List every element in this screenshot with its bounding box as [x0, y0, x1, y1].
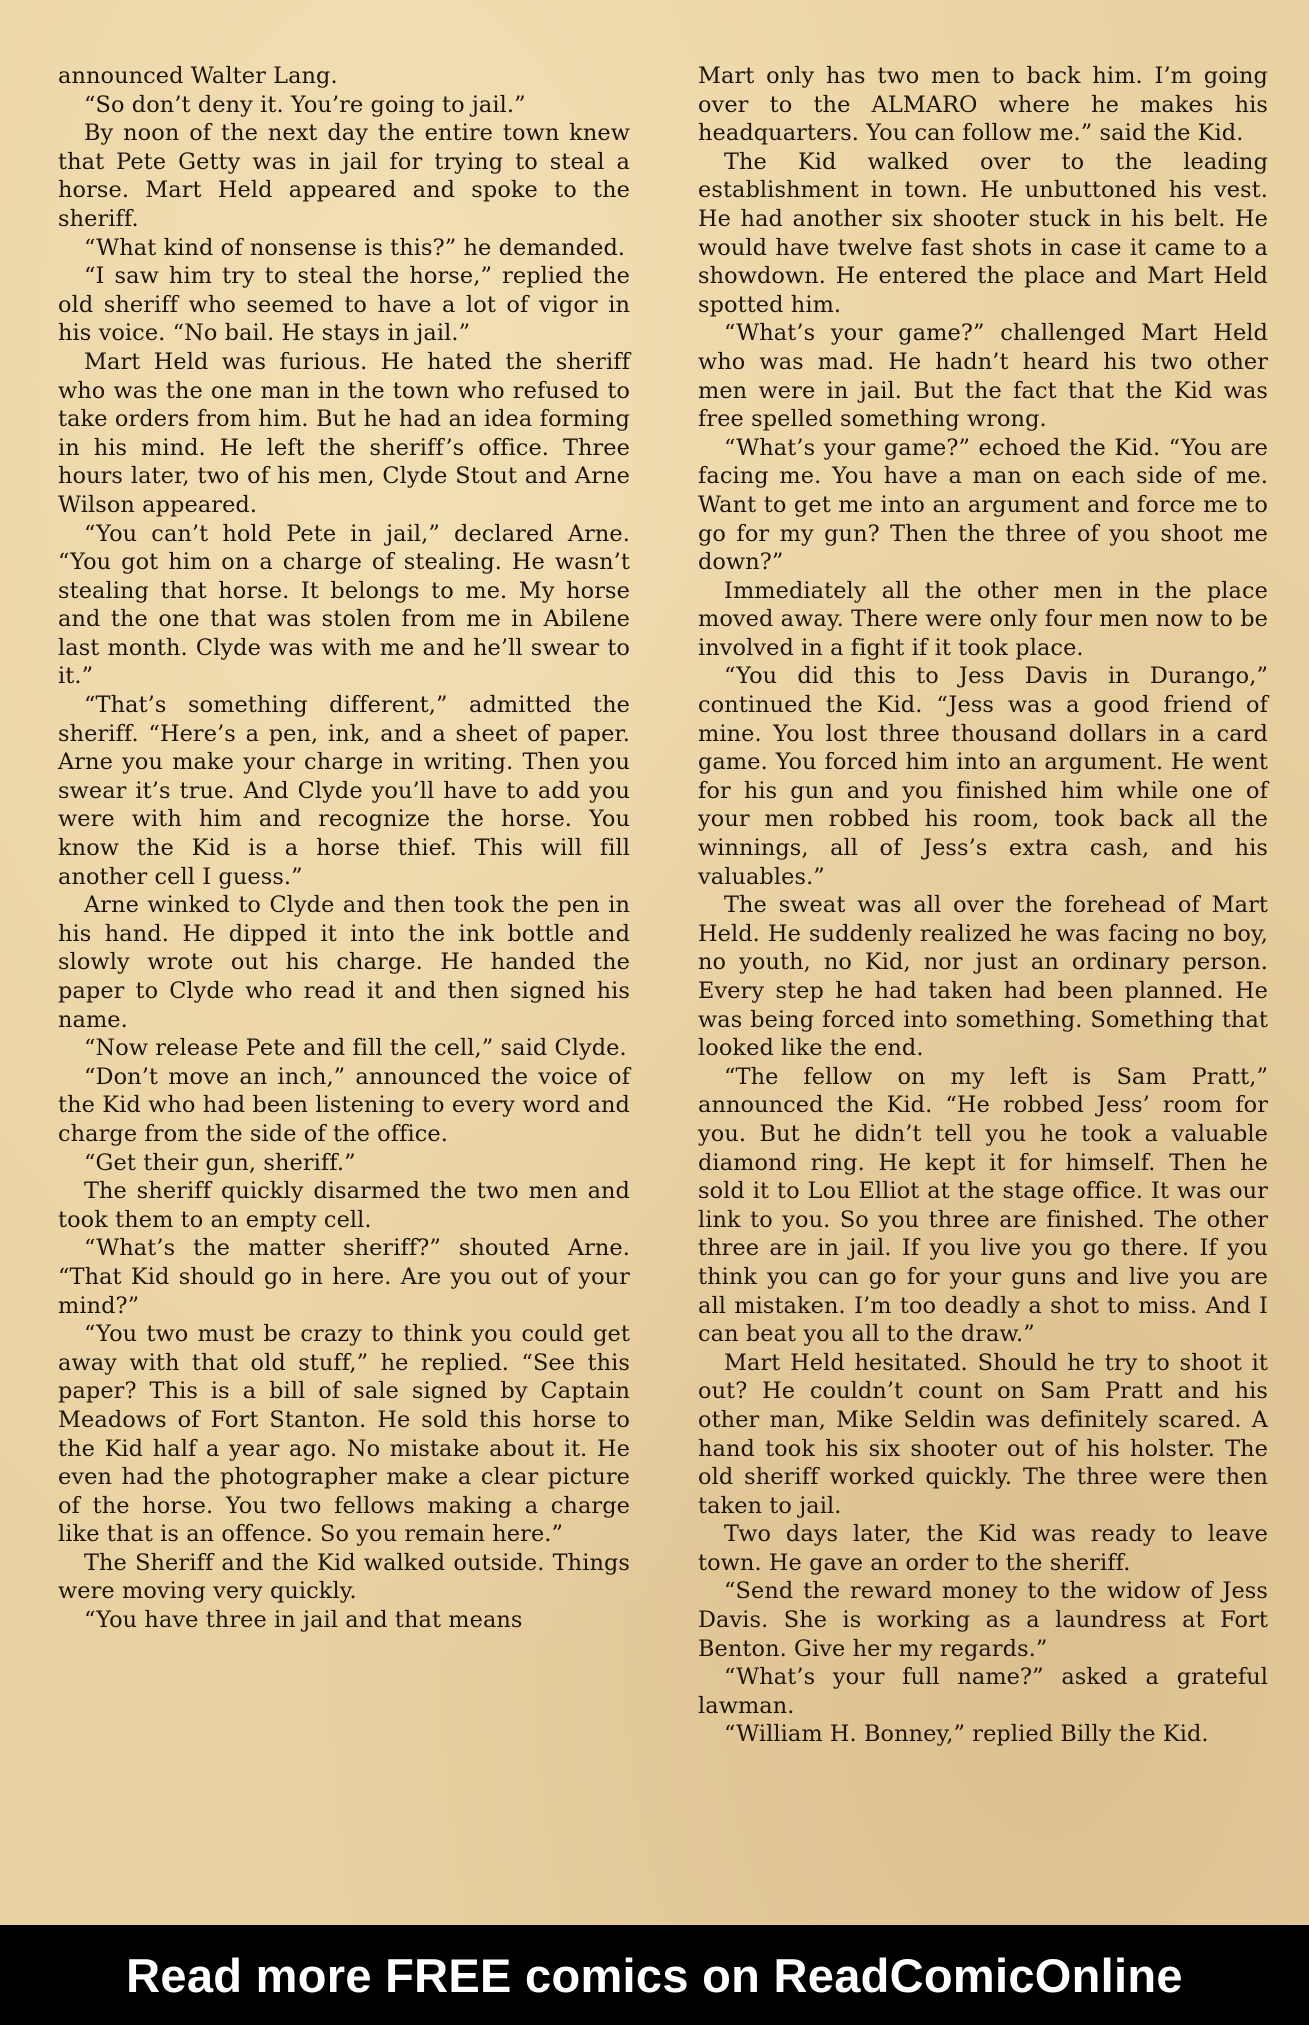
paragraph: “You two must be crazy to think you could get away with that old stuff,” he replied. “See this paper? This is a bill of sale signed by Captain Meadows of Fort Stanton. He sold this horse to the Kid half a year ago. No mistake about it. He even had the photographer make a clear picture of the horse. You two fellows making a charge like that is an offence. So you remain here.” — [58, 1321, 630, 1548]
left-text-column — [58, 62, 630, 1635]
paragraph: The Sheriff and the Kid walked outside. Things were moving very quickly. — [58, 1549, 630, 1605]
paragraph: Two days later, the Kid was ready to leave town. He gave an order to the sheriff. — [698, 1521, 1268, 1576]
paragraph: “I saw him try to steal the horse,” replied the old sheriff who seemed to have a lot of vigor in his voice. “No bail. He stays in jail.” — [58, 263, 630, 347]
paragraph: “Send the reward money to the widow of Jess Davis. She is working as a laundress at Fort Benton. Give her my regards.” — [698, 1578, 1268, 1662]
paragraph: “You can’t hold Pete in jail,” declared Arne. “You got him on a charge of stealing. He wasn’t stealing that horse. It belongs to me. My horse and the one that was stolen from me in Abilene last month. Clyde was with me and he’ll swear to it.” — [58, 520, 630, 690]
paragraph: Mart only has two men to back him. I’m going over to the ALMARO where he makes his headquarters. You can follow me.” said the Kid. — [698, 63, 1268, 147]
promo-banner-text: Read more FREE comics on ReadComicOnline — [126, 1948, 1183, 2002]
right-text-column — [698, 62, 1268, 1749]
paragraph: “Now release Pete and fill the cell,” said Clyde. — [84, 1035, 627, 1062]
paragraph: “The fellow on my left is Sam Pratt,” announced the Kid. “He robbed Jess’ room for you. But he didn’t tell you he took a valuable diamond ring. He kept it for himself. Then he sold it to Lou Elliot at the stage office. It was our link to you. So you three are finished. The other three are in jail. If you live you go there. If you think you can go for your guns and live you are all mistaken. I’m too deadly a shot to miss. And I can beat you all to the draw.” — [698, 1063, 1268, 1348]
paragraph: “What’s your full name?” asked a grateful lawman. — [698, 1664, 1268, 1719]
paragraph: “Get their gun, sheriff.” — [84, 1149, 356, 1176]
paragraph: Mart Held hesitated. Should he try to shoot it out? He couldn’t count on Sam Pratt and his other man, Mike Seldin was definitely scared. A hand took his six shooter out of his holster. The old sheriff worked quickly. The three were then taken to jail. — [698, 1349, 1268, 1519]
paragraph: “William H. Bonney,” replied Billy the Kid. — [724, 1721, 1209, 1748]
paragraph: “What’s the matter sheriff?” shouted Arne. “That Kid should go in here. Are you out of your mind?” — [58, 1235, 630, 1319]
paragraph: The sheriff quickly disarmed the two men and took them to an empty cell. — [58, 1178, 630, 1233]
paragraph: “So don’t deny it. You’re going to jail.” — [84, 91, 526, 118]
paragraph: “You did this to Jess Davis in Durango,” continued the Kid. “Jess was a good friend of mine. You lost three thousand dollars in a card game. You forced him into an argument. He went for his gun and you finished him while one of your men robbed his room, took back all the winnings, all of Jess’s extra cash, and his valuables.” — [698, 663, 1268, 890]
paragraph: “What’s your game?” echoed the Kid. “You are facing me. You have a man on each side of me. Want to get me into an argument and force me to go for my gun? Then the three of you shoot me down?” — [698, 434, 1268, 576]
paragraph: The Kid walked over to the leading establishment in town. He unbuttoned his vest. He had another six shooter stuck in his belt. He would have twelve fast shots in case it came to a showdown. He entered the place and Mart Held spotted him. — [698, 148, 1268, 318]
paragraph: “What’s your game?” challenged Mart Held who was mad. He hadn’t heard his two other men were in jail. But the fact that the Kid was free spelled something wrong. — [698, 320, 1268, 433]
paragraph: Immediately all the other men in the place moved away. There were only four men now to be involved in a fight if it took place. — [698, 577, 1268, 661]
promo-banner[interactable] — [0, 1925, 1309, 2025]
paragraph: “You have three in jail and that means — [84, 1607, 523, 1634]
paragraph: “Don’t move an inch,” announced the voice of the Kid who had been listening to every word and charge from the side of the office. — [58, 1063, 630, 1147]
paragraph: Arne winked to Clyde and then took the pen in his hand. He dipped it into the ink bottle and slowly wrote out his charge. He handed the paper to Clyde who read it and then signed his name. — [58, 892, 630, 1033]
paragraph: By noon of the next day the entire town knew that Pete Getty was in jail for trying to steal a horse. Mart Held appeared and spoke to the sheriff. — [58, 120, 630, 232]
paragraph: “That’s something different,” admitted the sheriff. “Here’s a pen, ink, and a sheet of paper. Arne you make your charge in writing. Then you swear it’s true. And Clyde you’ll have to add you were with him and recognize the horse. You know the Kid is a horse thief. This will fill another cell I guess.” — [58, 692, 630, 890]
paragraph: “What kind of nonsense is this?” he demanded. — [84, 234, 626, 261]
paragraph: Mart Held was furious. He hated the sheriff who was the one man in the town who refused to take orders from him. But he had an idea forming in his mind. He left the sheriff’s office. Three hours later, two of his men, Clyde Stout and Arne Wilson appeared. — [58, 348, 630, 518]
paragraph: The sweat was all over the forehead of Mart Held. He suddenly realized he was facing no boy, no youth, no Kid, nor just an ordinary person. Every step he had taken had been planned. He was being forced into something. Something that looked like the end. — [698, 892, 1268, 1062]
paragraph: announced Walter Lang. — [58, 63, 338, 89]
